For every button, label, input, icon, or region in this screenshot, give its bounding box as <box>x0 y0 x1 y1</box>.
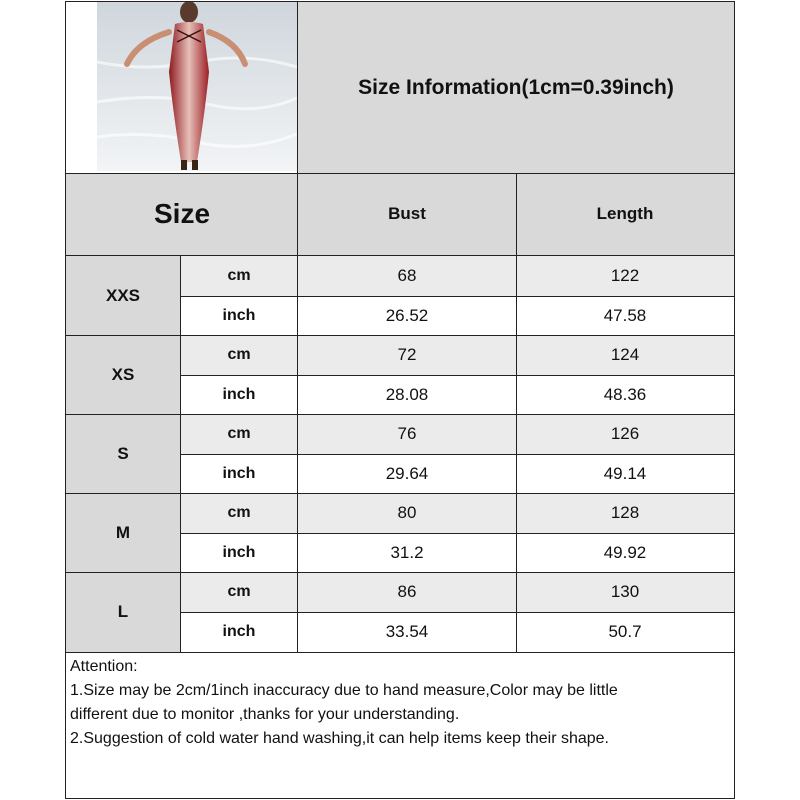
bust-value: 29.64 <box>385 463 429 483</box>
length-value: 49.14 <box>603 463 647 483</box>
length-value-cell <box>516 454 734 493</box>
bust-value: 72 <box>397 345 417 364</box>
bust-value: 68 <box>397 266 417 285</box>
size-label-cell <box>66 335 180 414</box>
notes-heading: Attention: <box>70 658 138 675</box>
photo-frame <box>66 2 298 173</box>
size-label: M <box>115 522 131 542</box>
bust-value-cell <box>298 612 516 652</box>
length-value-cell <box>516 493 734 533</box>
length-value: 126 <box>610 424 640 443</box>
unit-label: inch <box>222 464 256 482</box>
bust-value-cell <box>298 493 516 533</box>
page-title: Size Information(1cm=0.39inch) <box>358 75 674 99</box>
header-title-cell <box>298 2 734 173</box>
notes-line: 2.Suggestion of cold water hand washing,it can help items keep their shape. <box>70 730 609 747</box>
dress-photo <box>97 2 297 171</box>
bust-value: 80 <box>397 503 417 522</box>
unit-label: inch <box>222 385 256 403</box>
bust-value: 28.08 <box>385 384 429 404</box>
size-label: S <box>117 443 129 463</box>
size-label-cell <box>66 572 180 652</box>
length-value: 130 <box>610 582 640 601</box>
length-value-cell <box>516 256 734 296</box>
bust-value-cell <box>298 572 516 612</box>
unit-cell <box>180 612 298 652</box>
unit-label: cm <box>227 425 251 442</box>
size-label-cell <box>66 414 180 493</box>
notes-line: 1.Size may be 2cm/1inch inaccuracy due to hand measure,Color may be little <box>70 682 618 699</box>
length-value: 128 <box>610 503 640 522</box>
bust-value-cell <box>298 296 516 335</box>
length-value-cell <box>516 414 734 454</box>
bust-value: 26.52 <box>385 305 429 325</box>
bust-value-cell <box>298 533 516 572</box>
unit-label: cm <box>227 583 251 600</box>
length-value: 122 <box>610 266 640 285</box>
attention-notes <box>70 655 730 751</box>
unit-label: inch <box>222 543 256 561</box>
bust-value: 76 <box>397 424 417 443</box>
length-value: 50.7 <box>608 622 642 641</box>
unit-cell <box>180 533 298 572</box>
size-label: XS <box>111 364 135 384</box>
bust-value: 86 <box>397 582 417 601</box>
size-header-cell <box>66 173 298 255</box>
size-label-cell <box>66 493 180 572</box>
bust-header-cell <box>298 173 516 255</box>
length-value: 124 <box>610 345 640 364</box>
length-value: 48.36 <box>603 384 647 404</box>
unit-label: cm <box>227 267 251 284</box>
unit-cell <box>180 454 298 493</box>
unit-label: cm <box>227 346 251 363</box>
size-label: XXS <box>105 285 141 305</box>
unit-label: cm <box>227 504 251 521</box>
length-value-cell <box>516 572 734 612</box>
bust-value-cell <box>298 335 516 375</box>
length-value: 47.58 <box>603 305 647 325</box>
bust-value: 33.54 <box>385 622 429 641</box>
bust-value-cell <box>298 454 516 493</box>
length-header-cell <box>516 173 734 255</box>
bust-value-cell <box>298 375 516 414</box>
length-column-header: Length <box>596 204 654 223</box>
size-column-header: Size <box>153 198 211 229</box>
unit-cell <box>180 335 298 375</box>
length-value-cell <box>516 296 734 335</box>
bust-column-header: Bust <box>388 204 426 223</box>
unit-label: inch <box>222 623 256 640</box>
bust-value-cell <box>298 414 516 454</box>
size-label-cell <box>66 256 180 335</box>
length-value-cell <box>516 533 734 572</box>
unit-cell <box>180 256 298 296</box>
length-value-cell <box>516 335 734 375</box>
bust-value: 31.2 <box>390 542 424 562</box>
size-label: L <box>117 602 129 621</box>
unit-cell <box>180 572 298 612</box>
unit-cell <box>180 414 298 454</box>
unit-cell <box>180 375 298 414</box>
unit-cell <box>180 493 298 533</box>
length-value-cell <box>516 612 734 652</box>
length-value-cell <box>516 375 734 414</box>
length-value: 49.92 <box>603 542 647 562</box>
notes-line: different due to monitor ,thanks for your understanding. <box>70 706 460 723</box>
unit-label: inch <box>222 306 256 324</box>
bust-value-cell <box>298 256 516 296</box>
unit-cell <box>180 296 298 335</box>
